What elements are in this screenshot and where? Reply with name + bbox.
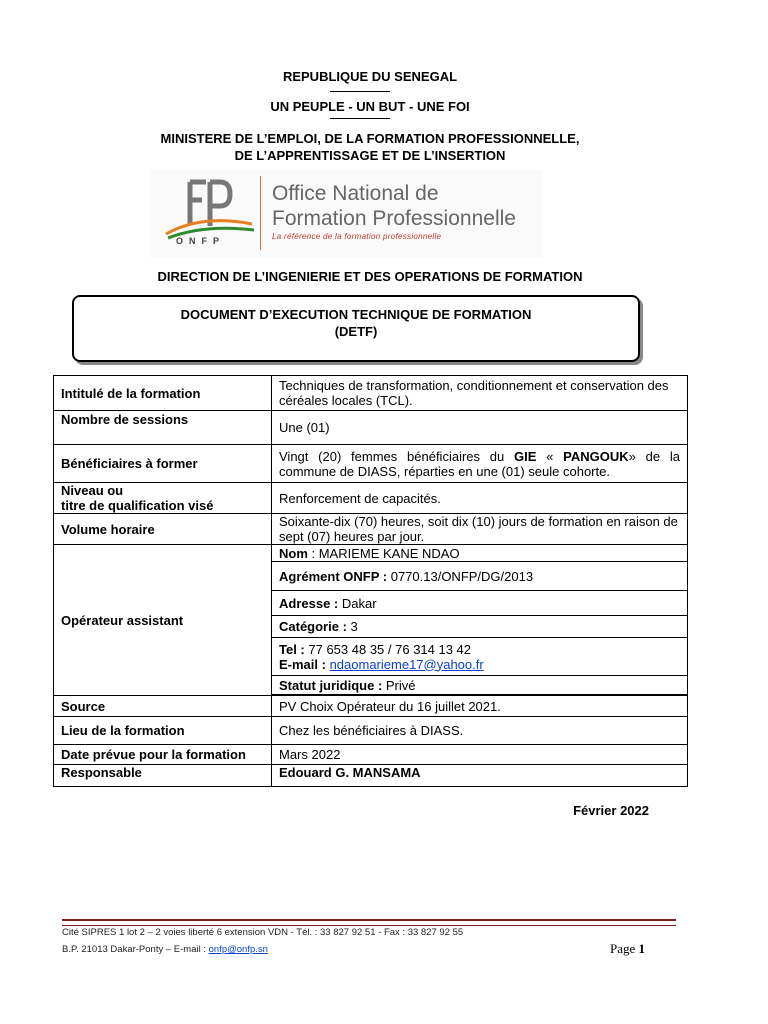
row-label: Bénéficiaires à former <box>54 445 272 483</box>
row-label-line-2: titre de qualification visé <box>61 498 214 513</box>
row-value <box>272 616 688 638</box>
document-title-line-1: DOCUMENT D’EXECUTION TECHNIQUE DE FORMATION <box>180 307 532 322</box>
onfp-logo <box>150 170 542 258</box>
table-row <box>54 717 688 745</box>
footer-divider <box>62 919 676 926</box>
agrement-label: Agrément ONFP : <box>279 568 391 584</box>
table-row <box>54 545 688 562</box>
row-value: Mars 2022 <box>272 745 688 765</box>
row-label-line-1: Niveau ou <box>61 483 124 498</box>
row-label: Intitulé de la formation <box>54 376 272 411</box>
row-value <box>272 562 688 591</box>
row-value: Chez les bénéficiaires à DIASS. <box>272 717 688 745</box>
categorie-label: Catégorie : <box>279 619 351 634</box>
gie-label: GIE <box>514 448 537 464</box>
row-label: Opérateur assistant <box>54 545 272 696</box>
email-label: E-mail : <box>279 656 330 672</box>
row-value <box>272 445 688 483</box>
table-row <box>54 745 688 765</box>
row-label: Source <box>54 696 272 717</box>
row-value <box>272 545 688 562</box>
row-value <box>272 638 688 676</box>
row-value <box>272 676 688 695</box>
categorie-value: 3 <box>350 619 358 634</box>
republic-title: REPUBLIQUE DU SENEGAL <box>282 69 458 84</box>
ministry-line-2: DE L’APPRENTISSAGE ET DE L’INSERTION <box>234 148 506 163</box>
training-details-table <box>53 375 688 787</box>
row-label: Date prévue pour la formation <box>54 745 272 765</box>
table-row <box>54 765 688 787</box>
document-title-line-2: (DETF) <box>334 324 378 339</box>
page-number-value: 1 <box>638 941 646 956</box>
row-value: Edouard G. MANSAMA <box>272 765 688 787</box>
row-label: Responsable <box>54 765 272 787</box>
table-row <box>54 376 688 411</box>
row-label: Lieu de la formation <box>54 717 272 745</box>
operator-email-link[interactable]: ndaomarieme17@yahoo.fr <box>329 656 484 672</box>
row-value: Techniques de transformation, conditionnement et conservation des céréales locales (TCL). <box>272 376 688 411</box>
nom-label: Nom <box>279 545 308 561</box>
divider <box>330 91 390 92</box>
adresse-value: Dakar <box>341 595 377 611</box>
page-number <box>610 941 645 957</box>
quote-open: « <box>536 448 564 464</box>
fp-mark-icon <box>162 174 262 244</box>
footer-contact-prefix: B.P. 21013 Dakar-Ponty – E-mail : <box>62 944 209 955</box>
table-row <box>54 445 688 483</box>
nom-value: : MARIEME KANE NDAO <box>307 545 460 561</box>
agrement-value: 0770.13/ONFP/DG/2013 <box>390 568 534 584</box>
document-title-box <box>72 295 640 362</box>
beneficiaires-text: Vingt (20) femmes bénéficiaires du <box>279 448 514 464</box>
table-row <box>54 514 688 545</box>
tel-label: Tel : <box>279 641 309 657</box>
row-label: Nombre de sessions <box>54 411 272 445</box>
row-value: PV Choix Opérateur du 16 juillet 2021. <box>272 696 688 717</box>
logo-name-line-2: Formation Professionnelle <box>272 207 516 230</box>
row-label <box>54 483 272 514</box>
divider <box>330 118 390 119</box>
row-label: Volume horaire <box>54 514 272 545</box>
statut-value: Privé <box>385 677 416 693</box>
table-row <box>54 696 688 717</box>
statut-label: Statut juridique : <box>279 677 386 693</box>
adresse-label: Adresse : <box>279 595 342 611</box>
table-row <box>54 483 688 514</box>
page-label: Page <box>610 941 639 956</box>
direction-title: DIRECTION DE L’INGENIERIE ET DES OPERATIONS DE FORMATION <box>157 269 583 284</box>
motto: UN PEUPLE - UN BUT - UNE FOI <box>270 99 470 114</box>
ministry-line-1: MINISTERE DE L’EMPLOI, DE LA FORMATION PROFESSIONNELLE, <box>160 131 580 146</box>
logo-acronym: ONFP <box>176 236 226 246</box>
footer-contact <box>62 944 268 955</box>
tel-value: 77 653 48 35 / 76 314 13 42 <box>308 641 472 657</box>
gie-name: PANGOUK <box>563 448 629 464</box>
logo-tagline: La référence de la formation professionnelle <box>272 232 442 241</box>
row-value <box>272 591 688 616</box>
footer-email-link[interactable]: onfp@onfp.sn <box>208 944 268 955</box>
document-date: Février 2022 <box>573 803 649 818</box>
beneficiaires-rest: » de la commune de DIASS, réparties en une (01) seule cohorte. <box>279 448 680 479</box>
logo-divider <box>260 176 261 250</box>
footer-address: Cité SIPRES 1 lot 2 – 2 voies liberté 6 extension VDN - Tél. : 33 827 92 51 - Fax : 33 827 92 55 <box>62 927 464 938</box>
row-value: Renforcement de capacités. <box>272 483 688 514</box>
row-value: Une (01) <box>272 411 688 445</box>
table-row <box>54 411 688 445</box>
logo-name-line-1: Office National de <box>272 182 439 205</box>
row-value: Soixante-dix (70) heures, soit dix (10) jours de formation en raison de sept (07) heures par jour. <box>272 514 688 545</box>
